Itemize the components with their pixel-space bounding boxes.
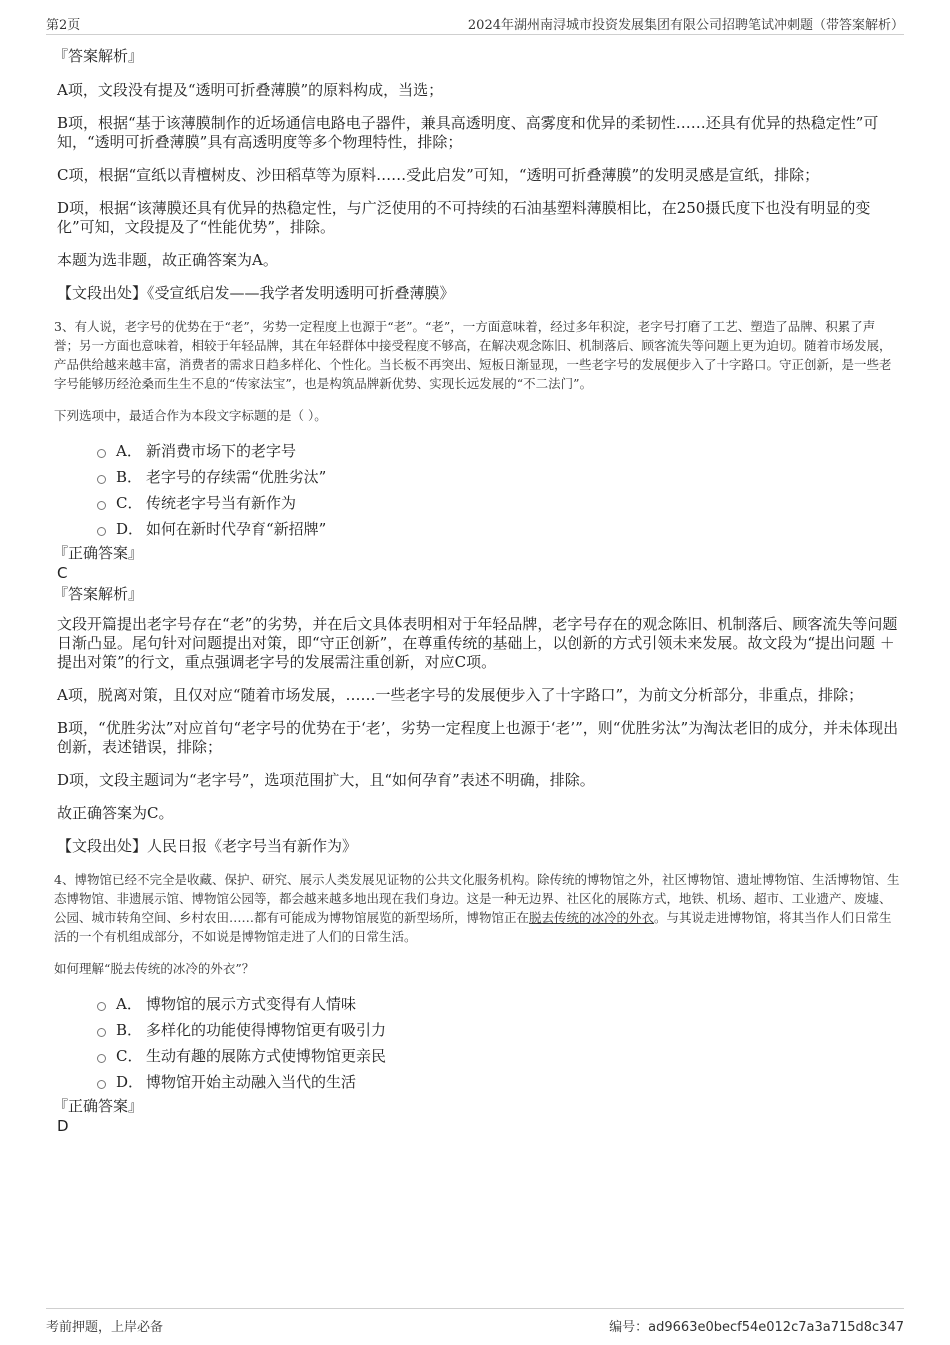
page-footer (46, 1308, 904, 1335)
radio-button[interactable] (97, 449, 106, 458)
radio-button[interactable] (97, 1054, 106, 1063)
analysis-option-a: A项，脱离对策，且仅对应“随着市场发展，……一些老字号的发展便步入了十字路口”，为前文分析部分，非重点，排除； (57, 686, 864, 704)
analysis-option-d: D项，文段主题词为“老字号”，选项范围扩大，且“如何孕育”表述不明确，排除。 (57, 771, 595, 789)
question-3-prompt: 下列选项中，最适合作为本段文字标题的是（ ）。 (54, 408, 327, 423)
question-3-text: 3、有人说，老字号的优势在于“老”，劣势一定程度上也源于“老”。“老”，一方面意味着，经过多年积淀，老字号打磨了工艺、塑造了品牌、积累了声誉；另一方面也意味着，相较于年轻品牌，其在年轻群体中接受程度不够高，在解决观念陈旧、机制落后、顾客流失等问题上更为迫切。随着市场发展，产品供给越来越丰富，消费者的需求日趋多样化、个性化。当长板不再突出、短板日渐显现，一些老字号的发展便步入了十字路口。守正创新，是一些老字号能够历经沧桑而生生不息的“传家法宝”，也是构筑品牌新优势、实现长远发展的“不二法门”。 (54, 319, 892, 391)
option-c[interactable]: C． 传统老字号当有新作为 (97, 489, 900, 515)
analysis-option-b: B项，根据“基于该薄膜制作的近场通信电路电子器件，兼具高透明度、高雾度和优异的柔韧性……还具有优异的热稳定性”可知，“透明可折叠薄膜”具有高透明度等多个物理特性，排除； (57, 114, 879, 151)
analysis-conclusion: 本题为选非题，故正确答案为A。 (57, 251, 278, 269)
radio-button[interactable] (97, 1080, 106, 1089)
analysis-option-d: D项，根据“该薄膜还具有优异的热稳定性，与广泛使用的不可持续的石油基塑料薄膜相比，在250摄氏度下也没有明显的变化”可知，文段提及了“性能优势”，排除。 (57, 199, 871, 236)
analysis-conclusion: 故正确答案为C。 (57, 804, 174, 822)
document-title: 2024年湖州南浔城市投资发展集团有限公司招聘笔试冲刺题（带答案解析） (467, 17, 904, 33)
correct-answer-label: 『正确答案』 (53, 544, 144, 562)
radio-button[interactable] (97, 1028, 106, 1037)
page-header (46, 12, 904, 35)
question-4-prompt: 如何理解“脱去传统的冰冷的外衣”？ (54, 961, 255, 976)
analysis-label: 『答案解析』 (53, 47, 144, 65)
question-4-options (97, 990, 900, 1094)
option-b[interactable]: B． 多样化的功能使得博物馆更有吸引力 (97, 1016, 900, 1042)
radio-button[interactable] (97, 1002, 106, 1011)
analysis-label: 『答案解析』 (53, 585, 144, 603)
correct-answer: D (57, 1117, 69, 1135)
source-citation: 【文段出处】人民日报《老字号当有新作为》 (57, 837, 358, 855)
document-id: 编号：ad9663e0becf54e012c7a3a715d8c347 (609, 1320, 904, 1335)
page-number: 第2页 (46, 17, 81, 33)
radio-button[interactable] (97, 501, 106, 510)
option-a[interactable]: A． 新消费市场下的老字号 (97, 437, 900, 463)
analysis-option-b: B项，“优胜劣汰”对应首句“老字号的优势在于‘老’，劣势一定程度上也源于‘老’”，则“优胜劣汰”为淘汰老旧的成分，并未体现出创新，表述错误，排除； (57, 719, 899, 756)
option-c[interactable]: C． 生动有趣的展陈方式使博物馆更亲民 (97, 1042, 900, 1068)
analysis-option-c: C项，根据“宣纸以青檀树皮、沙田稻草等为原料……受此启发”可知，“透明可折叠薄膜”的发明灵感是宣纸，排除； (57, 166, 820, 184)
option-b[interactable]: B． 老字号的存续需“优胜劣汰” (97, 463, 900, 489)
option-d[interactable]: D． 如何在新时代孕育“新招牌” (97, 515, 900, 541)
option-a[interactable]: A． 博物馆的展示方式变得有人情味 (97, 990, 900, 1016)
analysis-option-a: A项，文段没有提及“透明可折叠薄膜”的原料构成，当选； (57, 81, 444, 99)
footer-slogan: 考前押题，上岸必备 (46, 1320, 164, 1335)
source-citation: 【文段出处】《受宣纸启发——我学者发明透明可折叠薄膜》 (57, 284, 455, 302)
correct-answer-label: 『正确答案』 (53, 1097, 144, 1115)
correct-answer: C (57, 564, 68, 582)
analysis-main: 文段开篇提出老字号存在“老”的劣势，并在后文具体表明相对于年轻品牌，老字号存在的观念陈旧、机制落后、顾客流失等问题日渐凸显。尾句针对问题提出对策，即“守正创新”，在尊重传统的基础上，以创新的方式引领未来发展。故文段为“提出问题 ＋ 提出对策”的行文，重点强调老字号的发展需注重创新，对应C项。 (57, 615, 898, 671)
radio-button[interactable] (97, 527, 106, 536)
underlined-phrase: 脱去传统的冰冷的外衣 (529, 910, 655, 925)
question-4-text: 4、博物馆已经不完全是收藏、保护、研究、展示人类发展见证物的公共文化服务机构。除传统的博物馆之外，社区博物馆、遗址博物馆、生活博物馆、生态博物馆、非遗展示馆、博物馆公园等，都会越来越多地出现在我们身边。这是一种无边界、社区化的展陈方式，地铁、机场、超市、工业遗产、废墟、公园、城市转角空间、乡村农田……都有可能成为博物馆展览的新型场所，博物馆正在脱去传统的冰冷的外衣。与其说走进博物馆，将其当作人们日常生活的一个有机组成部分，不如说是博物馆走进了人们的日常生活。 (54, 872, 900, 944)
radio-button[interactable] (97, 475, 106, 484)
question-3-options (97, 437, 900, 541)
document-body (53, 46, 900, 1135)
option-d[interactable]: D． 博物馆开始主动融入当代的生活 (97, 1068, 900, 1094)
